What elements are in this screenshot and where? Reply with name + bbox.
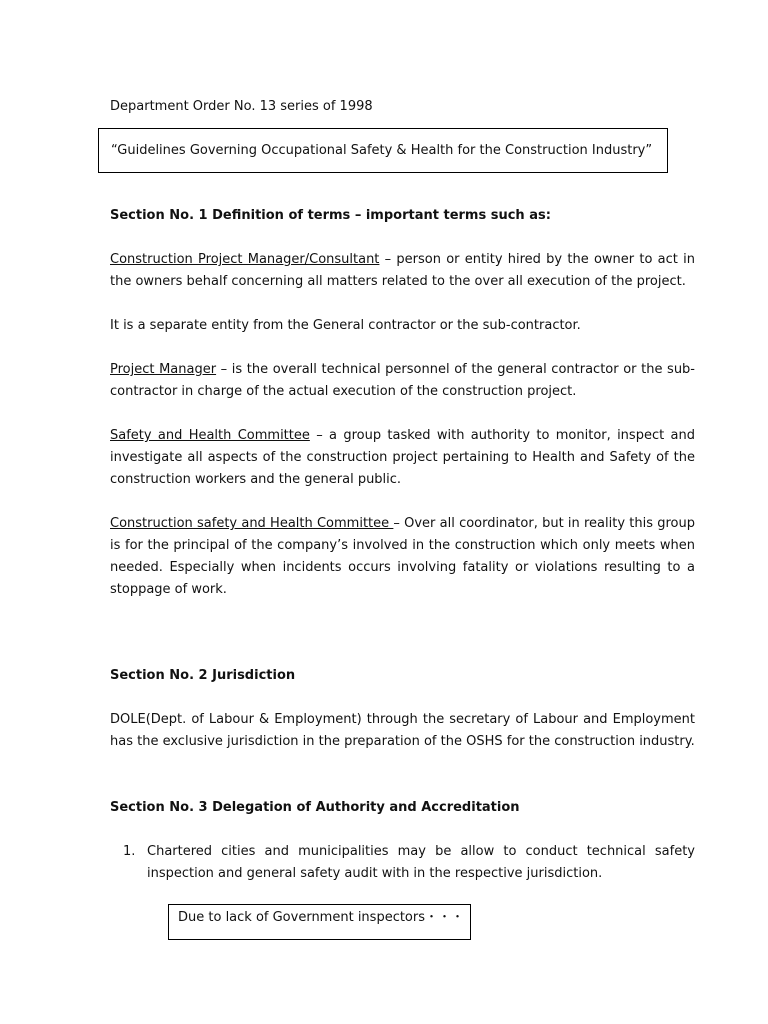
definition-safety-health-committee bbox=[110, 425, 695, 491]
term-label: Construction safety and Health Committee bbox=[110, 516, 394, 531]
section-1-heading: Section No. 1 Definition of terms – important terms such as: bbox=[110, 208, 551, 223]
definition-text: – a group tasked with authority to monitor, inspect and investigate all aspects of the construction project pertaining to Health and Safety of the construction workers and the general public. bbox=[110, 428, 695, 487]
definition-text: – person or entity hired by the owner to act in the owners behalf concerning all matters related to the over all execution of the project. bbox=[110, 252, 695, 289]
definition-project-manager bbox=[110, 359, 695, 403]
definition-text: – Over all coordinator, but in reality this group is for the principal of the company’s involved in the construction which only meets when needed. Especially when incidents occurs involving fatality or violations resulting to a stoppage of work. bbox=[110, 516, 695, 597]
guidelines-title-box bbox=[98, 128, 668, 173]
list-number: 1. bbox=[123, 844, 136, 859]
order-title: Department Order No. 13 series of 1998 bbox=[110, 99, 373, 114]
term-label: Safety and Health Committee bbox=[110, 428, 310, 443]
section-2-text: DOLE(Dept. of Labour & Employment) through the secretary of Labour and Employment has the exclusive jurisdiction in the preparation of the OSHS for the construction industry. bbox=[110, 712, 695, 749]
note-text: Due to lack of Government inspectors・・・ bbox=[178, 910, 465, 925]
definition-note: It is a separate entity from the General contractor or the sub-contractor. bbox=[110, 318, 581, 333]
note-box bbox=[168, 904, 471, 940]
section-3-heading: Section No. 3 Delegation of Authority and Accreditation bbox=[110, 800, 520, 815]
term-label: Construction Project Manager/Consultant bbox=[110, 252, 380, 267]
definition-construction-safety-committee bbox=[110, 513, 695, 601]
term-label: Project Manager bbox=[110, 362, 217, 377]
definition-construction-project-manager bbox=[110, 249, 695, 293]
definition-text: – is the overall technical personnel of the general contractor or the sub-contractor in charge of the actual execution of the construction project. bbox=[110, 362, 696, 399]
list-item-text: Chartered cities and municipalities may be allow to conduct technical safety inspection and general safety audit with in the respective jurisdiction. bbox=[147, 844, 695, 881]
guidelines-title: “Guidelines Governing Occupational Safety & Health for the Construction Industry” bbox=[111, 143, 653, 158]
section-2-heading: Section No. 2 Jurisdiction bbox=[110, 668, 296, 683]
